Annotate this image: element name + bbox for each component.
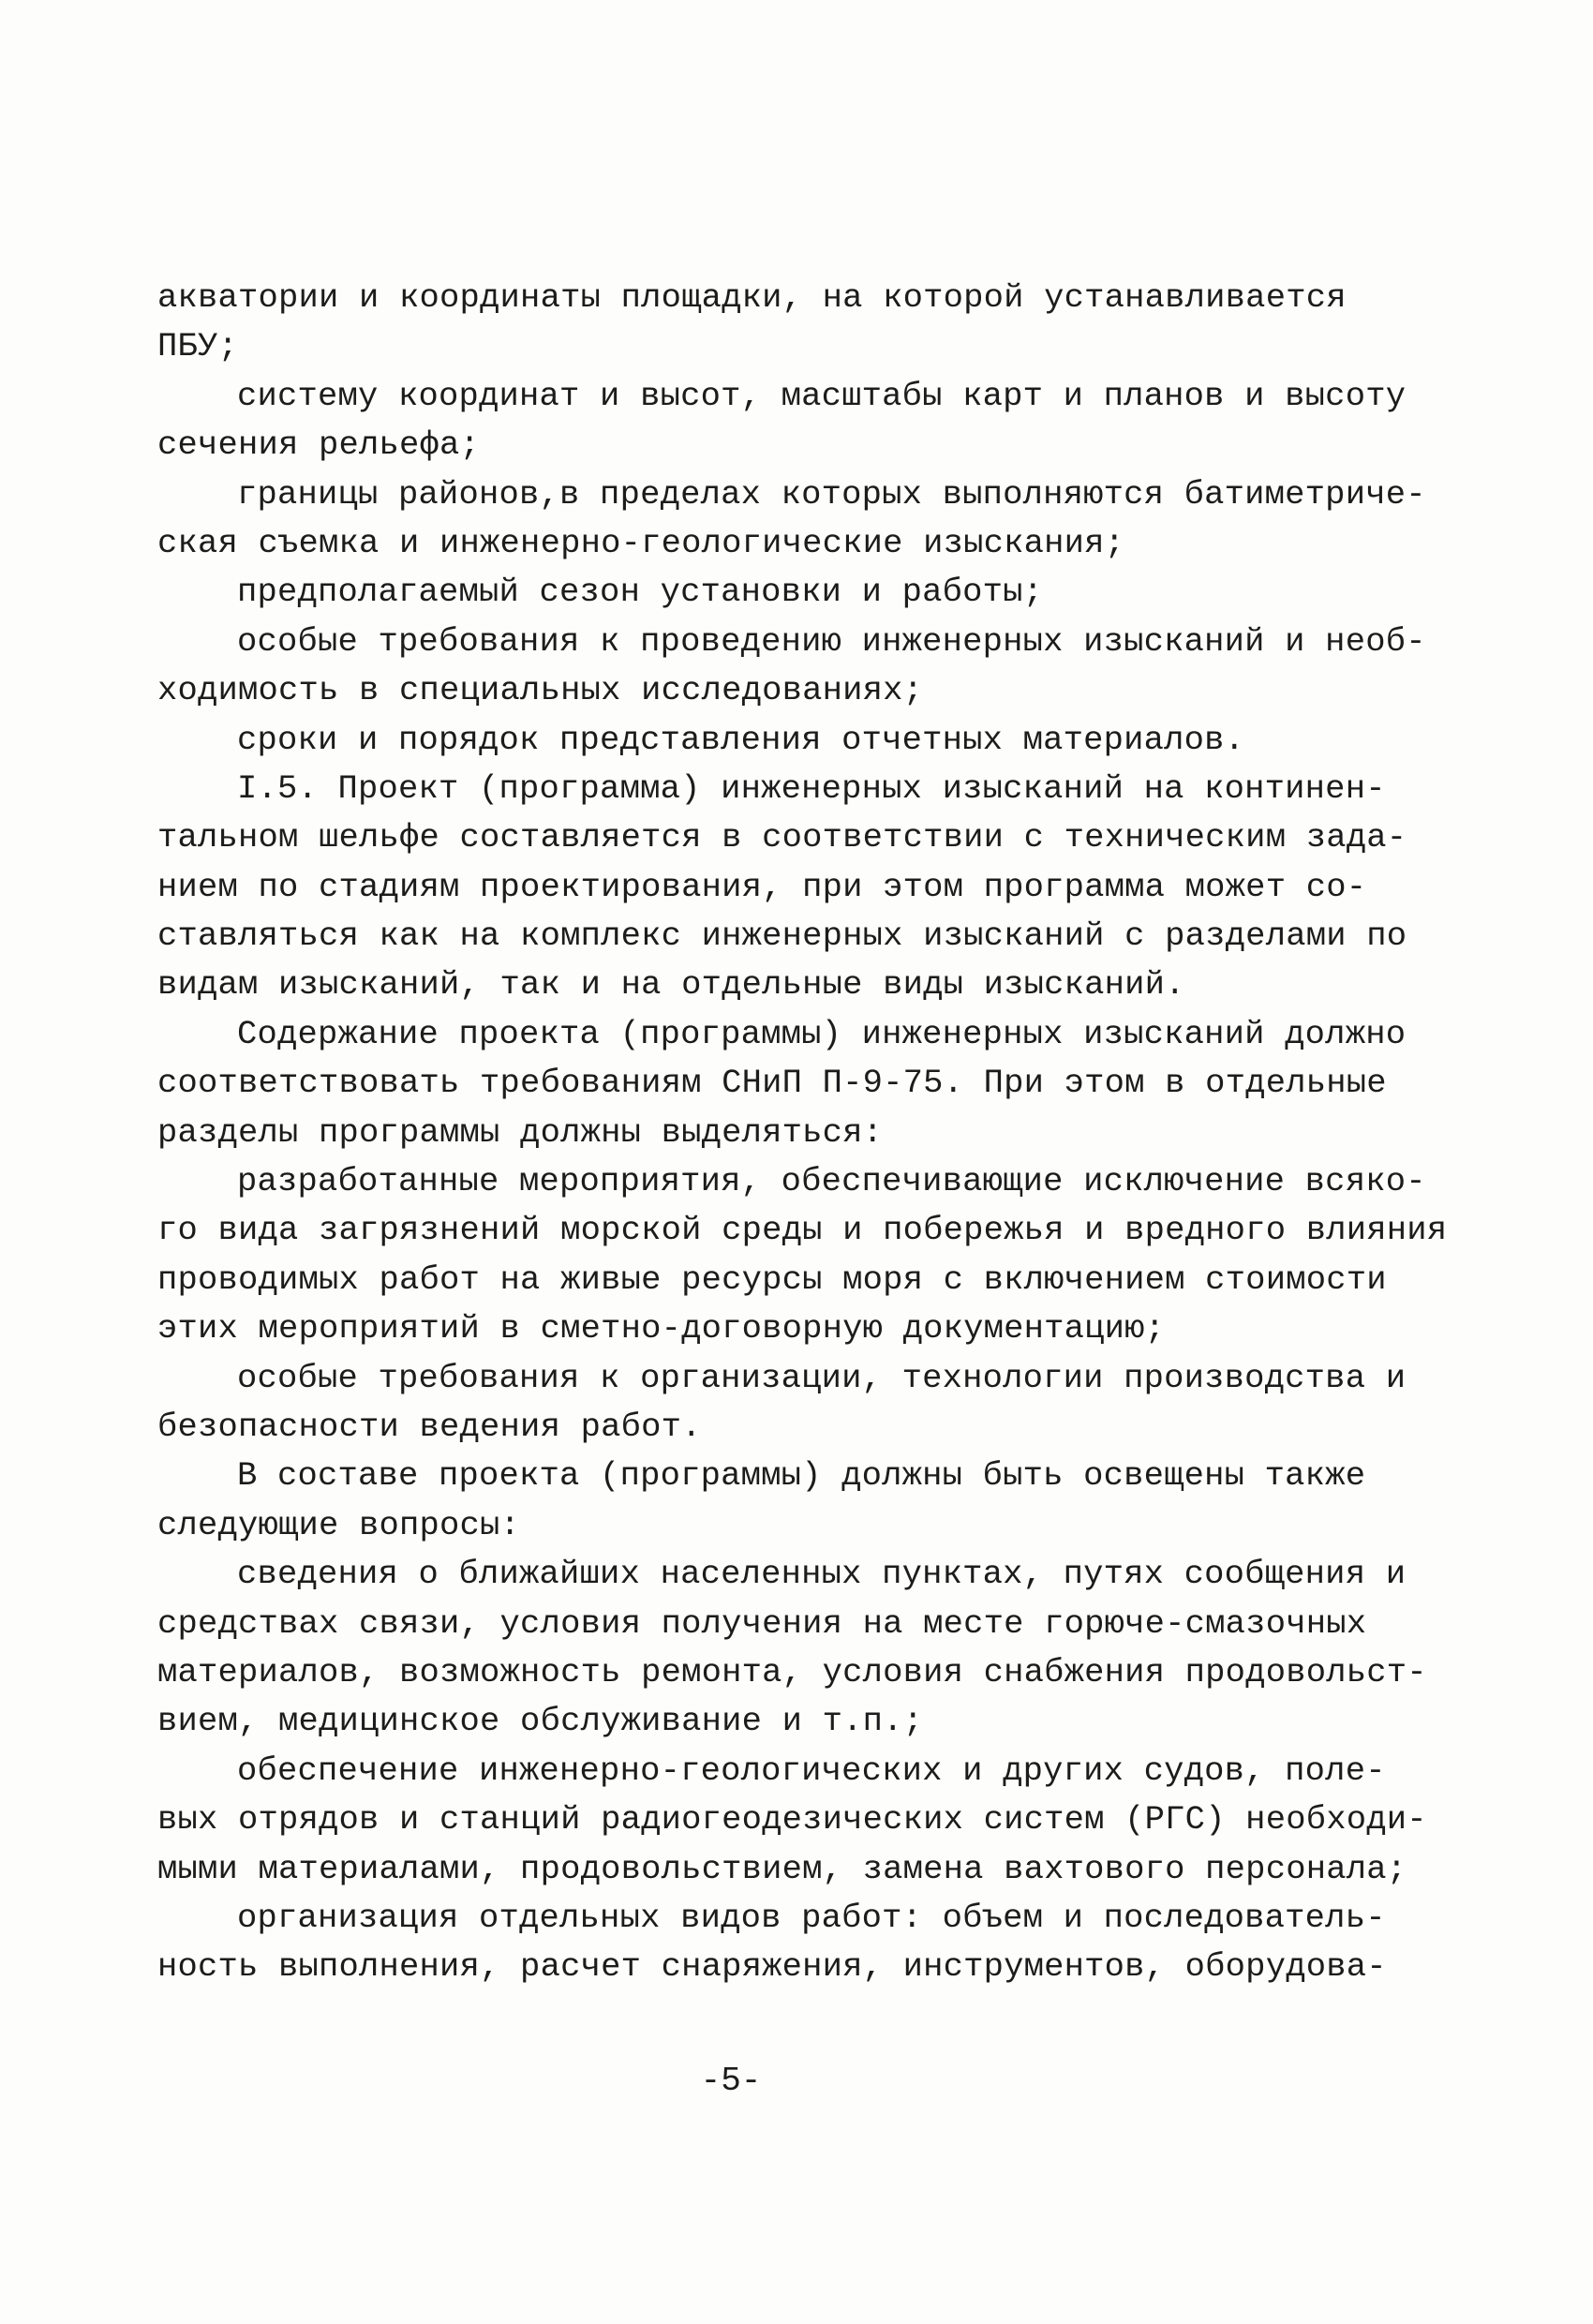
text-line: организация отдельных видов работ: объем и последователь- [237, 1898, 1386, 1937]
text-line: соответствовать требованиям СНиП П-9-75. При этом в отдельные [157, 1064, 1387, 1103]
text-line: обеспечение инженерно-геологических и других судов, поле- [237, 1750, 1386, 1790]
text-line: средствах связи, условия получения на месте горюче-смазочных [157, 1603, 1367, 1643]
text-line: предполагаемый сезон установки и работы; [237, 573, 1044, 612]
text-line: вых отрядов и станций радиогеодезических систем (РГС) необходи- [157, 1800, 1427, 1840]
text-line: следующие вопросы: [157, 1505, 521, 1544]
text-line: безопасности ведения работ. [157, 1407, 702, 1446]
text-line: В составе проекта (программы) должны быть освещены также [237, 1456, 1366, 1496]
text-line: мыми материалами, продовольствием, замена вахтового персонала; [157, 1849, 1407, 1888]
text-line: Содержание проекта (программы) инженерных изысканий должно [237, 1014, 1407, 1053]
text-line: границы районов,в пределах которых выполняются батиметриче- [237, 474, 1426, 514]
text-line: акватории и координаты площадки, на которой устанавливается [157, 278, 1347, 317]
text-line: ставляться как на комплекс инженерных изысканий с разделами по [157, 916, 1407, 956]
body-text [157, 274, 1451, 1992]
text-line: материалов, возможность ремонта, условия снабжения продовольст- [157, 1652, 1427, 1691]
text-line: этих мероприятий в сметно-договорную документацию; [157, 1309, 1166, 1348]
text-line: сечения рельефа; [157, 425, 481, 465]
text-line: ность выполнения, расчет снаряжения, инструментов, оборудова- [157, 1947, 1387, 1987]
text-line: особые требования к организации, технологии производства и [237, 1358, 1407, 1397]
text-line: систему координат и высот, масштабы карт и планов и высоту [237, 376, 1407, 415]
text-line: разработанные мероприятия, обеспечивающие исключение всяко- [237, 1162, 1426, 1201]
text-line: го вида загрязнений морской среды и побережья и вредного влияния [157, 1211, 1448, 1250]
text-line: нием по стадиям проектирования, при этом программа может со- [157, 867, 1367, 906]
text-line: ПБУ; [157, 327, 239, 366]
page-number: -5- [700, 2062, 762, 2100]
text-line: проводимых работ на живые ресурсы моря с включением стоимости [157, 1259, 1387, 1299]
text-line: I.5. Проект (программа) инженерных изысканий на континен- [237, 768, 1386, 808]
text-line: вием, медицинское обслуживание и т.п.; [157, 1702, 924, 1741]
text-line: сведения о ближайших населенных пунктах, путях сообщения и [237, 1555, 1407, 1594]
text-line: сроки и порядок представления отчетных материалов. [237, 720, 1245, 759]
text-line: видам изысканий, так и на отдельные виды изысканий. [157, 965, 1185, 1005]
text-line: ская съемка и инженерно-геологические изыскания; [157, 523, 1125, 562]
text-line: тальном шельфе составляется в соответствии с техническим зада- [157, 818, 1407, 857]
text-line: ходимость в специальных исследованиях; [157, 671, 924, 710]
text-line: особые требования к проведению инженерных изысканий и необ- [237, 621, 1426, 661]
text-line: разделы программы должны выделяться: [157, 1112, 884, 1152]
